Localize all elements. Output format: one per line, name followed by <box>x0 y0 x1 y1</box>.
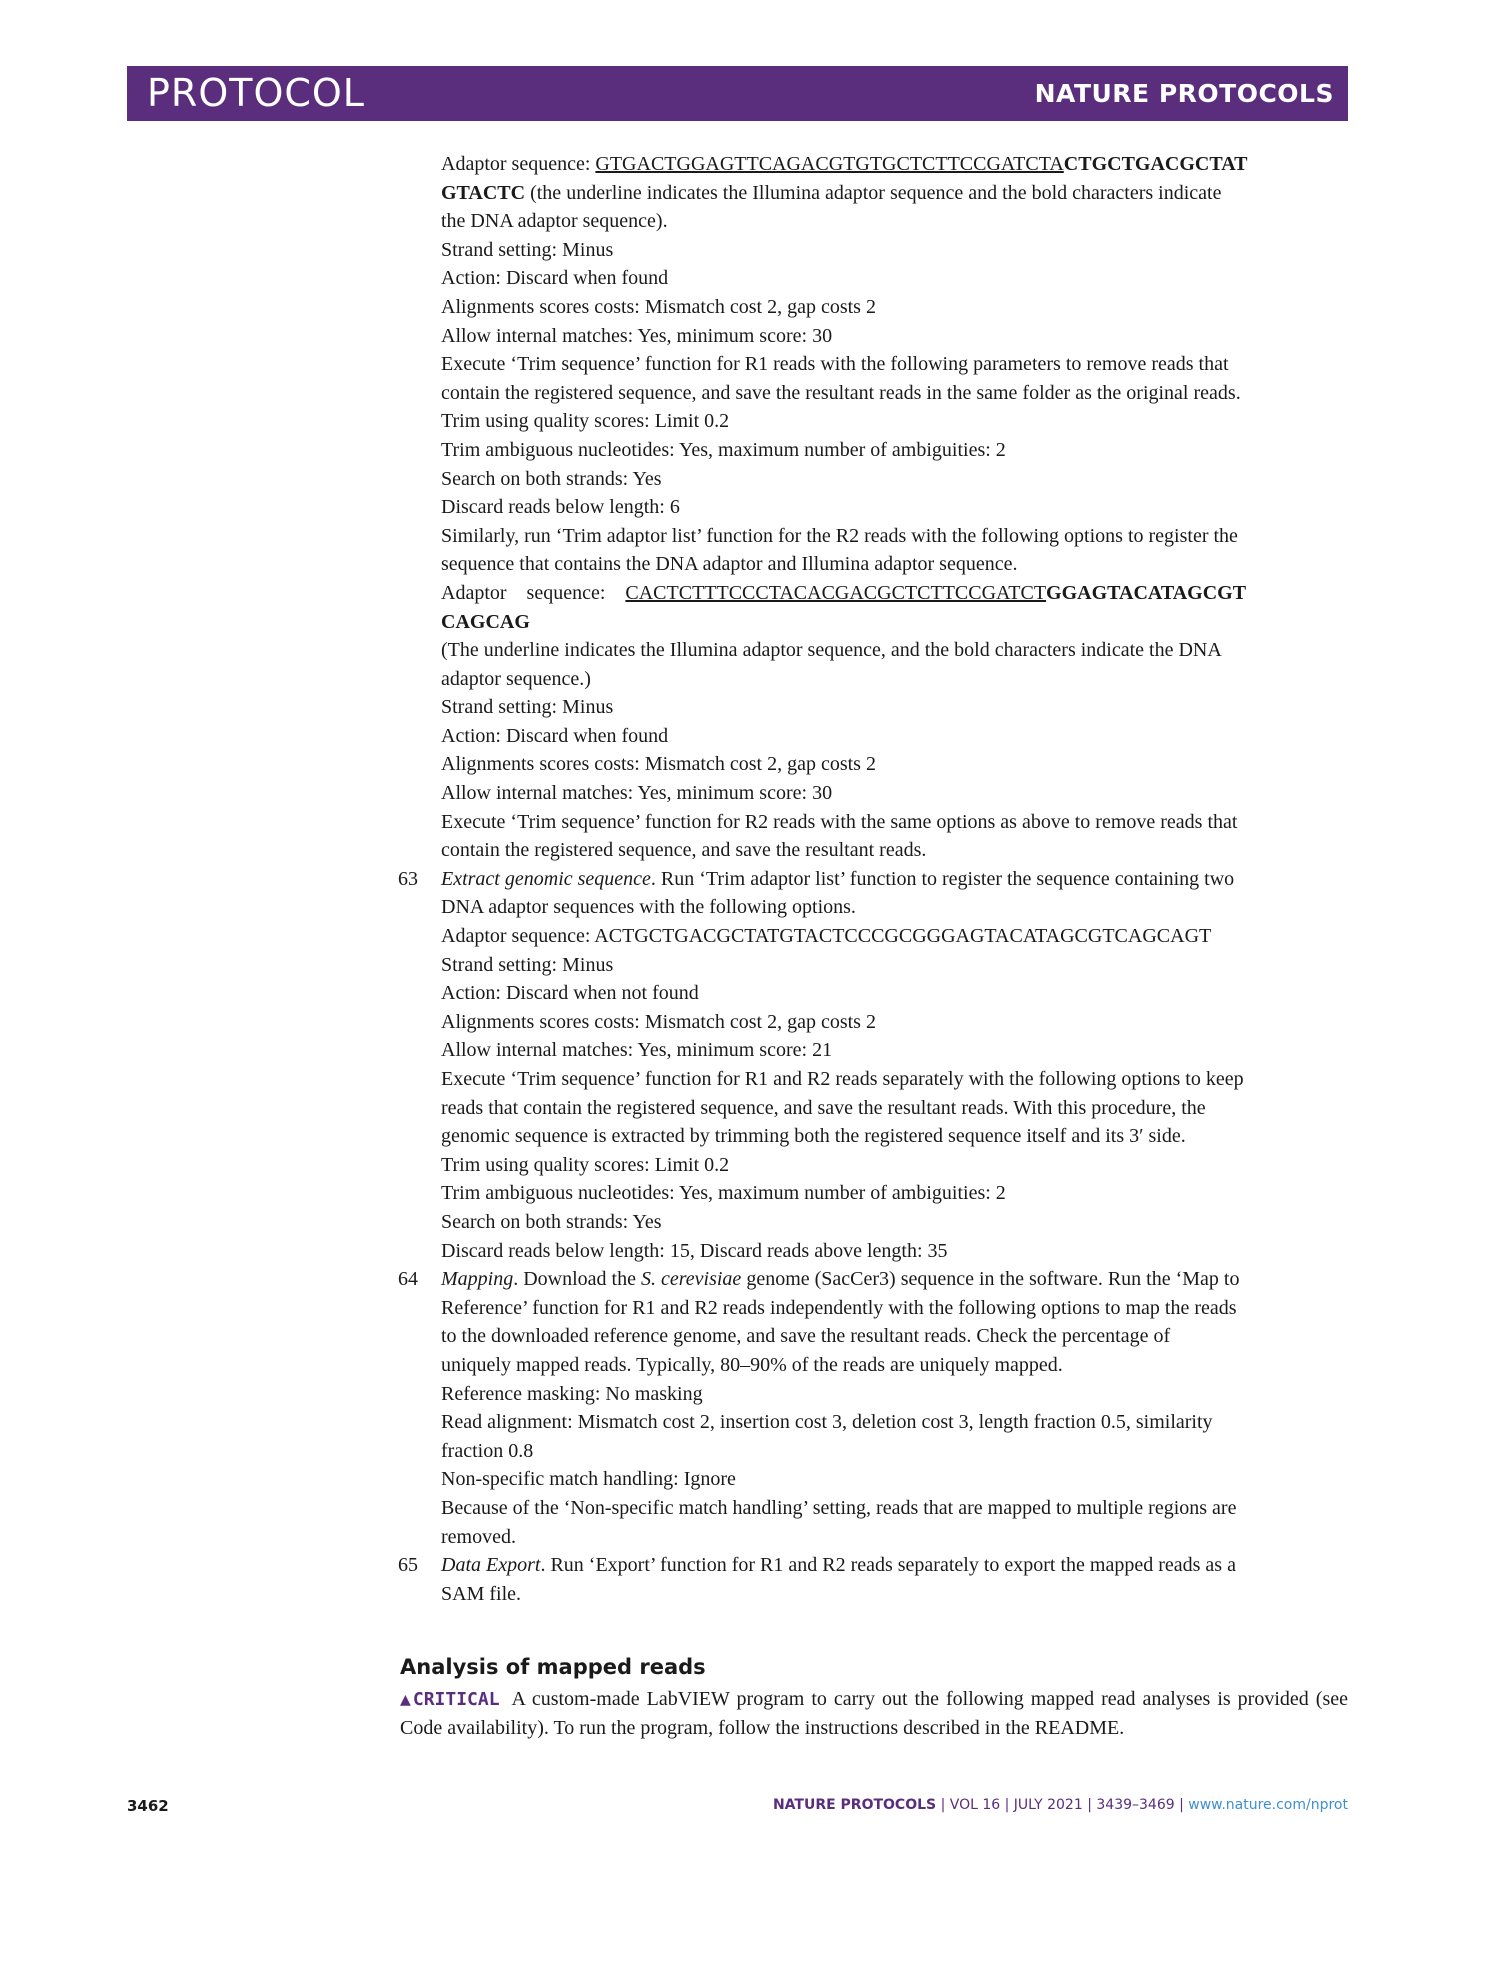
step-63-exec: Execute ‘Trim sequence’ function for R1 and R2 reads separately with the following options to keep <box>441 1068 1244 1090</box>
protocol-body <box>398 150 1348 1608</box>
footer-separator: | <box>1174 1797 1189 1813</box>
step-63-trim-param: Trim using quality scores: Limit 0.2 <box>441 1153 730 1176</box>
step-63-param: Strand setting: Minus <box>441 953 614 976</box>
critical-text: A custom-made LabVIEW program to carry out the following mapped read analyses is provided (see Code availability). To run the program, follow the instructions described in the README. <box>400 1688 1348 1739</box>
step-64-masking: Reference masking: No masking <box>441 1382 703 1405</box>
step-title: Mapping <box>441 1268 514 1291</box>
step-63 <box>398 865 1348 922</box>
r2-dna-seq-1: GGAGTACATAGCGT <box>1046 581 1247 604</box>
r2-trim-exec: Execute ‘Trim sequence’ function for R2 reads with the same options as above to remove reads that <box>441 810 1238 833</box>
r1-dna-seq-1: CTGCTGACGCTAT <box>1063 153 1248 175</box>
section-heading: Analysis of mapped reads <box>400 1655 706 1679</box>
r1-param: Strand setting: Minus <box>441 238 614 261</box>
r1-param: Action: Discard when found <box>441 267 669 290</box>
step-number: 65 <box>398 1554 418 1577</box>
r2-intro: sequence that contains the DNA adaptor and Illumina adaptor sequence. <box>441 553 1018 576</box>
step-number: 63 <box>398 867 418 890</box>
step-65-line-2: SAM file. <box>441 1582 521 1605</box>
footer-separator: | <box>936 1797 950 1813</box>
step-64-line: to the downloaded reference genome, and save the resultant reads. Check the percentage of <box>441 1325 1171 1348</box>
step-63-trim-param: Discard reads below length: 15, Discard reads above length: 35 <box>441 1239 948 1262</box>
step-title: Data Export <box>441 1554 541 1577</box>
r2-adaptor-note-2: adaptor sequence.) <box>441 667 591 690</box>
critical-paragraph <box>400 1685 1348 1743</box>
step-63-line-1 <box>441 865 1348 894</box>
r1-adaptor-note: (the underline indicates the Illumina adaptor sequence and the bold characters indicate <box>525 181 1222 204</box>
footer-pages: 3439–3469 <box>1096 1797 1175 1813</box>
step-text: . Download the <box>513 1268 641 1291</box>
step-number: 64 <box>398 1268 418 1291</box>
page-number: 3462 <box>127 1797 169 1815</box>
r2-adaptor-line <box>441 579 1348 608</box>
step-64-line: uniquely mapped reads. Typically, 80–90% of the reads are uniquely mapped. <box>441 1353 1063 1376</box>
step-64-because: Because of the ‘Non-specific match handling’ setting, reads that are mapped to multiple regions are <box>441 1496 1237 1519</box>
step-64-alignment: Read alignment: Mismatch cost 2, insertion cost 3, deletion cost 3, length fraction 0.5, similarity <box>441 1411 1213 1434</box>
footer-separator: | <box>1000 1797 1014 1813</box>
critical-label: ▲CRITICAL <box>400 1689 500 1710</box>
r1-illumina-seq: GTGACTGGAGTTCAGACGTGTGCTCTTCCGATCTA <box>595 153 1064 175</box>
step-63-line-2: DNA adaptor sequences with the following options. <box>441 896 856 919</box>
step-63-param: Adaptor sequence: ACTGCTGACGCTATGTACTCCCGCGGGAGTACATAGCGTCAGCAGT <box>441 925 1212 948</box>
step-63-exec: genomic sequence is extracted by trimming both the registered sequence itself and its 3′ side. <box>441 1125 1186 1148</box>
species-name: S. cerevisiae <box>640 1268 742 1291</box>
footer-separator: | <box>1082 1797 1097 1813</box>
r1-adaptor-line <box>441 150 1348 179</box>
step-text: . Run ‘Export’ function for R1 and R2 reads separately to export the mapped reads as a <box>540 1554 1236 1577</box>
step-65-line-1 <box>441 1551 1348 1580</box>
r1-trim-exec: contain the registered sequence, and save the resultant reads in the same folder as the original reads. <box>441 381 1241 404</box>
step-64-nonspecific: Non-specific match handling: Ignore <box>441 1468 736 1491</box>
step-title: Extract genomic sequence <box>441 867 651 890</box>
r1-param: Alignments scores costs: Mismatch cost 2, gap costs 2 <box>441 295 876 318</box>
step-63-param: Alignments scores costs: Mismatch cost 2, gap costs 2 <box>441 1010 876 1033</box>
page-header <box>127 66 1348 121</box>
r1-dna-seq-2: GTACTC <box>441 181 526 204</box>
r1-trim-exec: Execute ‘Trim sequence’ function for R1 reads with the following parameters to remove reads that <box>441 353 1229 376</box>
r1-trim-param: Search on both strands: Yes <box>441 467 662 490</box>
r2-param: Strand setting: Minus <box>441 696 614 719</box>
r1-adaptor-prefix: Adaptor sequence: <box>441 153 596 175</box>
r2-param: Alignments scores costs: Mismatch cost 2, gap costs 2 <box>441 753 876 776</box>
r2-adaptor-prefix: Adaptor sequence: <box>441 581 626 604</box>
step-63-trim-param: Search on both strands: Yes <box>441 1210 662 1233</box>
r1-trim-param: Trim using quality scores: Limit 0.2 <box>441 410 730 433</box>
section-label: PROTOCOL <box>147 71 365 115</box>
step-63-exec: reads that contain the registered sequence, and save the resultant reads. With this procedure, the <box>441 1096 1206 1119</box>
r1-adaptor-line-2 <box>441 179 1348 208</box>
r2-illumina-seq: CACTCTTTCCCTACACGACGCTCTTCCGATCT <box>625 581 1047 604</box>
footer-url-link[interactable]: www.nature.com/nprot <box>1188 1797 1348 1813</box>
step-64-because: removed. <box>441 1525 516 1548</box>
step-64-line: Reference’ function for R1 and R2 reads independently with the following options to map the reads <box>441 1296 1237 1319</box>
step-63-param: Allow internal matches: Yes, minimum score: 21 <box>441 1039 833 1062</box>
r2-param: Action: Discard when found <box>441 724 669 747</box>
r1-param: Allow internal matches: Yes, minimum score: 30 <box>441 324 833 347</box>
r2-adaptor-note: (The underline indicates the Illumina adaptor sequence, and the bold characters indicate the DNA <box>441 639 1222 662</box>
footer-citation <box>773 1797 1348 1813</box>
r1-adaptor-note-2: the DNA adaptor sequence). <box>441 210 668 233</box>
step-64-alignment: fraction 0.8 <box>441 1439 534 1462</box>
r2-dna-seq-2: CAGCAG <box>441 610 530 633</box>
step-text: genome (SacCer3) sequence in the software. Run the ‘Map to <box>741 1268 1240 1291</box>
r2-param: Allow internal matches: Yes, minimum score: 30 <box>441 782 833 805</box>
r1-trim-param: Trim ambiguous nucleotides: Yes, maximum number of ambiguities: 2 <box>441 438 1006 461</box>
step-64 <box>398 1265 1348 1379</box>
step-64-line-1 <box>441 1265 1348 1294</box>
r2-intro: Similarly, run ‘Trim adaptor list’ function for the R2 reads with the following options to register the <box>441 524 1238 547</box>
r2-trim-exec: contain the registered sequence, and save the resultant reads. <box>441 839 927 862</box>
step-65 <box>398 1551 1348 1608</box>
r1-trim-param: Discard reads below length: 6 <box>441 496 680 519</box>
analysis-section <box>400 1652 1348 1743</box>
step-63-trim-param: Trim ambiguous nucleotides: Yes, maximum number of ambiguities: 2 <box>441 1182 1006 1205</box>
footer-journal: NATURE PROTOCOLS <box>772 1797 937 1813</box>
footer-volume: VOL 16 <box>949 1797 1001 1813</box>
footer-date: JULY 2021 <box>1013 1797 1083 1813</box>
step-text: . Run ‘Trim adaptor list’ function to register the sequence containing two <box>650 867 1235 890</box>
step-63-param: Action: Discard when not found <box>441 982 699 1005</box>
journal-name: NATURE PROTOCOLS <box>1034 79 1334 108</box>
